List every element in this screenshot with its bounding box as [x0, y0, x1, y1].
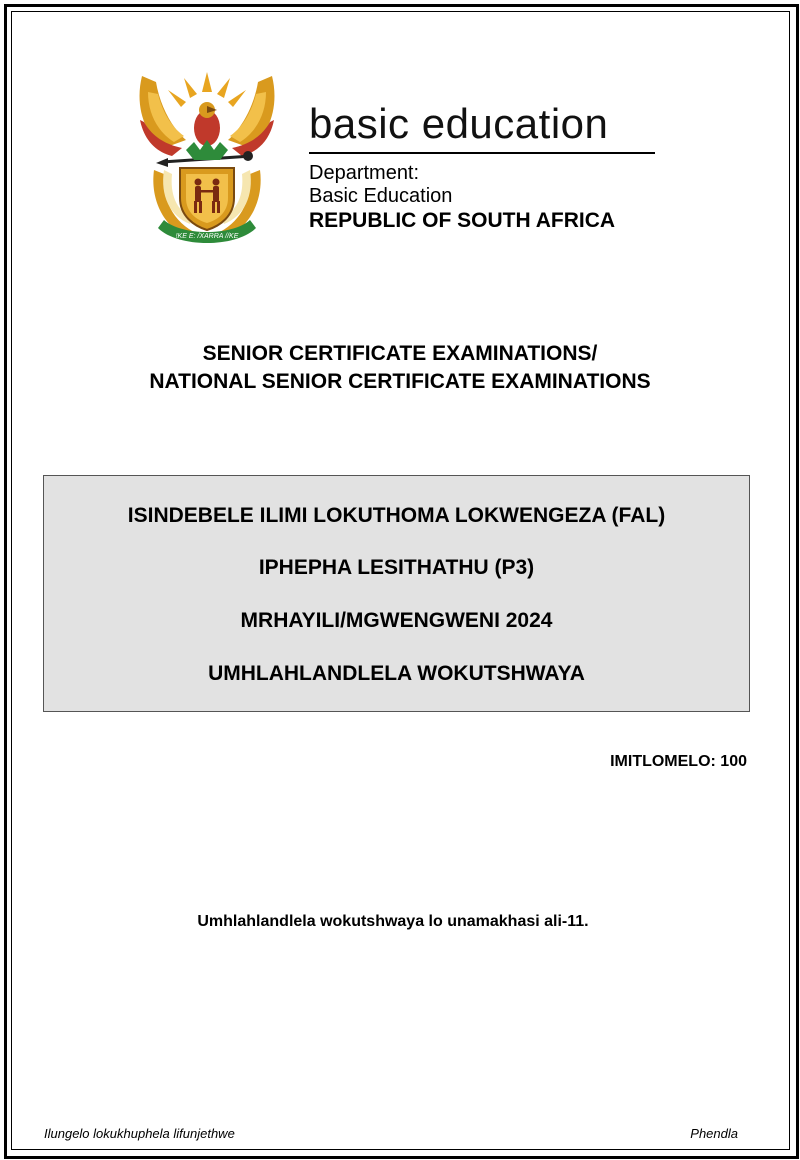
subject-box	[43, 475, 750, 712]
exam-heading	[0, 340, 800, 396]
paper-title: IPHEPHA LESITHATHU (P3)	[258, 556, 535, 579]
exam-heading-line-2: NATIONAL SENIOR CERTIFICATE EXAMINATIONS	[149, 370, 651, 393]
department-label: Department:	[309, 162, 420, 184]
country-name: REPUBLIC OF SOUTH AFRICA	[309, 209, 616, 232]
subject-title: ISINDEBELE ILIMI LOKUTHOMA LOKWENGEZA (FAL)	[127, 504, 666, 527]
document-type-title: UMHLAHLANDLELA WOKUTSHWAYA	[208, 662, 585, 685]
crest-motto: !KE E: /XARRA //KE	[175, 233, 239, 240]
department-name: Basic Education	[309, 185, 453, 207]
brand-title: basic education	[309, 100, 655, 154]
exam-heading-line-1: SENIOR CERTIFICATE EXAMINATIONS/	[202, 342, 598, 365]
turn-over-note: Phendla	[690, 1126, 738, 1141]
department-branding	[309, 100, 659, 234]
page-count-note: Umhlahlandlela wokutshwaya lo unamakhasi ali-11.	[197, 913, 589, 930]
coat-of-arms-icon	[134, 70, 280, 248]
session-title: MRHAYILI/MGWENGWENI 2024	[240, 609, 553, 632]
total-marks: IMITLOMELO: 100	[610, 753, 747, 770]
copyright-notice: Ilungelo lokukhuphela lifunjethwe	[44, 1126, 235, 1141]
